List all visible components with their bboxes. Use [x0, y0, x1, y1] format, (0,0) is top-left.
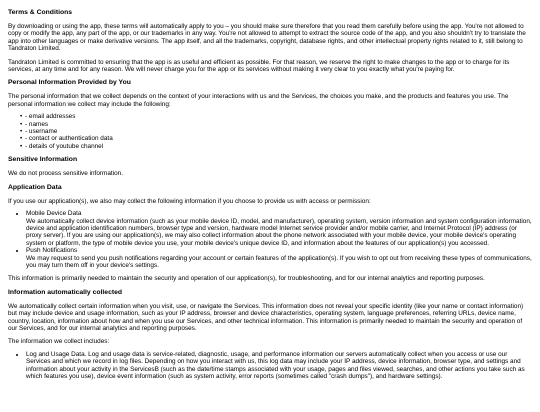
application-data-paragraph: If you use our application(s), we also may collect the following information if you choose to provide us with access or permission: [8, 197, 371, 205]
sensitive-info-paragraph: We do not process sensitive information. [8, 170, 123, 178]
application-data-paragraph-2: This information is primarily needed to maintain the security and operation of our application(s), for troubleshooting, and for our internal analytics and reporting purposes. [8, 275, 485, 283]
personal-info-heading: Personal Information Provided by You [8, 79, 131, 87]
sensitive-info-heading: Sensitive Information [8, 156, 78, 164]
list-item-mobile-device-data [26, 210, 532, 247]
list-item-log-usage-data: • Log and Usage Data. Log and usage data is service-related, diagnostic, usage, and performance information our servers automatically collect when you access or use our Services and which we record in log files. Depending on how you interact with us, this log data may include your IP address, device information, browser type, and settings and information about your activity in the ServicesB (such as the date/time stamps associated with your usage, pages and files viewed, searches, and other actions you take such as which features you use), device event information (such as system activity, error reports (sometimes called "crash dumps"), and hardware settings). [26, 351, 532, 381]
automatic-info-heading: Information automatically collected [8, 288, 123, 296]
automatic-info-paragraph-1: We automatically collect certain information when you visit, use, or navigate the Services. This information does not reveal your specific identity (like your name or contact information) but may include device and usage information, such as your IP address, browser and device characteristics, operating system, language preferences, referring URLs, device name, country, location, information about how and when you use our Services, and other technical information. This information is primarily needed to maintain the security and operation of our Services, and for our internal analytics and reporting purposes. [8, 302, 524, 332]
list-item-body: We may request to send you push notifications regarding your account or certain features of the application(s). If you wish to opt out from receiving these types of communications, you may turn them off in your device's settings. [26, 254, 532, 269]
list-item-title: • Mobile Device Data [26, 210, 82, 218]
list-item-body: We automatically collect device information (such as your mobile device ID, model, and manufacturer), operating system, version information and system configuration information, device and application identification numbers, browser type and version, hardware model Internet service provider and/or mobile carrier, and Internet Protocol (IP) address (or proxy server). If you are using our application(s), we may also collect information about the phone network associated with your mobile device, your mobile device's operating system or platform, the type of mobile device you use, your mobile device's unique device ID, and information about the features of our application(s) you accessed. [26, 217, 532, 247]
list-item: • - details of youtube channel [20, 143, 532, 150]
personal-info-paragraph: The personal information that we collect depends on the context of your interactions with us and the Services, the choices you make, and the products and features you use. The personal information we collect may include the following: [8, 93, 509, 108]
terms-paragraph-1: By downloading or using the app, these terms will automatically apply to you – you should make sure therefore that you read them carefully before using the app. You're not allowed to copy or modify the app, any part of the app, or our trademarks in any way. You're not allowed to attempt to extract the source code of the app, and you also shouldn't try to translate the app into other languages or make derivative versions. The app itself, and all the trademarks, copyright, database rights, and other intellectual property rights related to it, still belong to Tandraton Limited. [8, 23, 526, 53]
terms-paragraph-2: Tandraton Limited is committed to ensuring that the app is as useful and efficient as possible. For that reason, we reserve the right to make changes to the app or to charge for its services, at any time and for any reason. We will never charge you for the app or its services without making it very clear to you exactly what you're paying for. [8, 58, 510, 74]
list-item-title: • Push Notifications [26, 247, 78, 255]
list-item-push-notifications [26, 247, 532, 269]
automatic-info-list [8, 351, 532, 381]
application-data-list [8, 210, 532, 269]
list-item: • - contact or authentication data [20, 135, 532, 142]
application-data-heading: Application Data [8, 183, 62, 191]
personal-info-list [8, 113, 532, 150]
list-item: • - names [20, 121, 532, 128]
automatic-info-paragraph-2: The information we collect includes: [8, 338, 110, 346]
list-item: • - username [20, 128, 532, 135]
terms-heading: Terms & Conditions [8, 9, 73, 16]
list-item: • - email addresses [20, 113, 532, 120]
